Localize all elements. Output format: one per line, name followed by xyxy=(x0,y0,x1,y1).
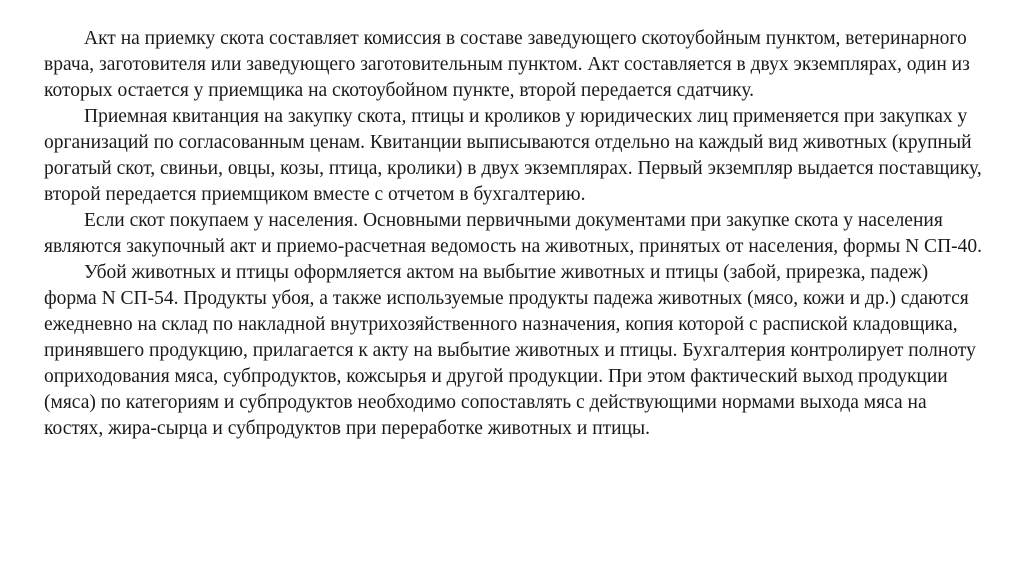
paragraph-slaughter: Убой животных и птицы оформляется актом на выбытие животных и птицы (забой, прирезка, падеж) форма N СП-54. Продукты убоя, а также используемые продукты падежа животных (мясо, кожи и др.) сдаются ежедневно на склад по накладной внутрихозяйственного назначения, копия которой с распиской кладовщика, принявшего продукцию, прилагается к акту на выбытие животных и птицы. Бухгалтерия контролирует полноту оприходования мяса, субпродуктов, кожсырья и другой продукции. При этом фактический выход продукции (мяса) по категориям и субпродуктов необходимо сопоставлять с действующими нормами выхода мяса на костях, жира-сырца и субпродуктов при переработке животных и птицы. xyxy=(44,262,976,439)
paragraph-receipt: Приемная квитанция на закупку скота, птицы и кроликов у юридических лиц применяется при закупках у организаций по согласованным ценам. Квитанции выписываются отдельно на каждый вид животных (крупный рогатый скот, свиньи, овцы, козы, птица, кролики) в двух экземплярах. Первый экземпляр выдается поставщику, второй передается приемщиком вместе с отчетом в бухгалтерию. xyxy=(44,106,982,205)
paragraph-act-acceptance: Акт на приемку скота составляет комиссия в составе заведующего скотоубойным пунктом, ветеринарного врача, заготовителя или заведующего заготовительным пунктом. Акт составляется в двух экземплярах, один из которых остается у приемщика на скотоубойном пункте, второй передается сдатчику. xyxy=(44,28,970,101)
paragraph-population-purchase: Если скот покупаем у населения. Основными первичными документами при закупке скота у населения являются закупочный акт и приемо-расчетная ведомость на животных, принятых от населения, формы N СП-40. xyxy=(44,210,983,257)
